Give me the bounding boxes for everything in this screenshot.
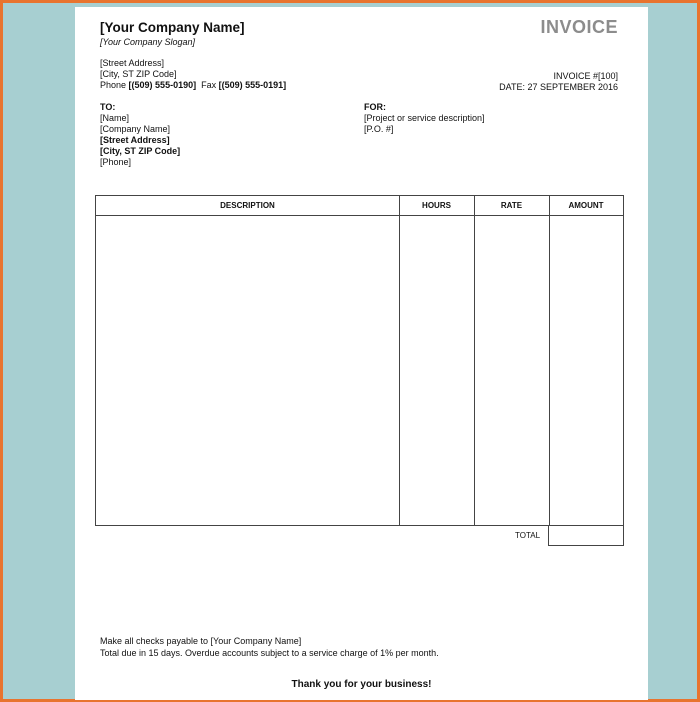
to-name: [Name] (100, 113, 130, 123)
phone-number: [(509) 555-0190] (128, 80, 197, 90)
header-rate: RATE (500, 201, 523, 210)
column-divider (399, 196, 400, 525)
for-po: [P.O. #] (364, 124, 394, 134)
fax-label: Fax (201, 80, 217, 90)
company-city: [City, ST ZIP Code] (100, 69, 177, 79)
company-contact (100, 80, 286, 91)
for-label: FOR: (364, 102, 386, 112)
total-label: TOTAL (515, 531, 541, 540)
invoice-number: INVOICE #[100] (553, 71, 618, 81)
company-name: [Your Company Name] (100, 20, 245, 35)
line-items-table (95, 195, 624, 526)
fax-number: [(509) 555-0191] (218, 80, 287, 90)
invoice-date: DATE: 27 SEPTEMBER 2016 (499, 82, 618, 92)
company-slogan: [Your Company Slogan] (100, 37, 196, 47)
to-label: TO: (100, 102, 116, 112)
terms-note: Total due in 15 days. Overdue accounts subject to a service charge of 1% per month. (100, 648, 439, 658)
payable-note: Make all checks payable to [Your Company Name] (100, 636, 302, 646)
header-amount: AMOUNT (568, 201, 604, 210)
column-divider (549, 196, 550, 525)
to-city: [City, ST ZIP Code] (100, 146, 181, 156)
for-project: [Project or service description] (364, 113, 485, 123)
to-company: [Company Name] (100, 124, 171, 134)
column-divider (474, 196, 475, 525)
total-amount-cell (548, 526, 624, 546)
invoice-document (75, 7, 648, 700)
to-phone: [Phone] (100, 157, 132, 167)
company-street: [Street Address] (100, 58, 165, 68)
to-street: [Street Address] (100, 135, 170, 145)
thank-you-note: Thank you for your business! (291, 679, 432, 690)
header-hours: HOURS (422, 201, 451, 210)
phone-label: Phone (100, 80, 127, 90)
invoice-title: INVOICE (540, 17, 618, 37)
header-description: DESCRIPTION (220, 201, 275, 210)
